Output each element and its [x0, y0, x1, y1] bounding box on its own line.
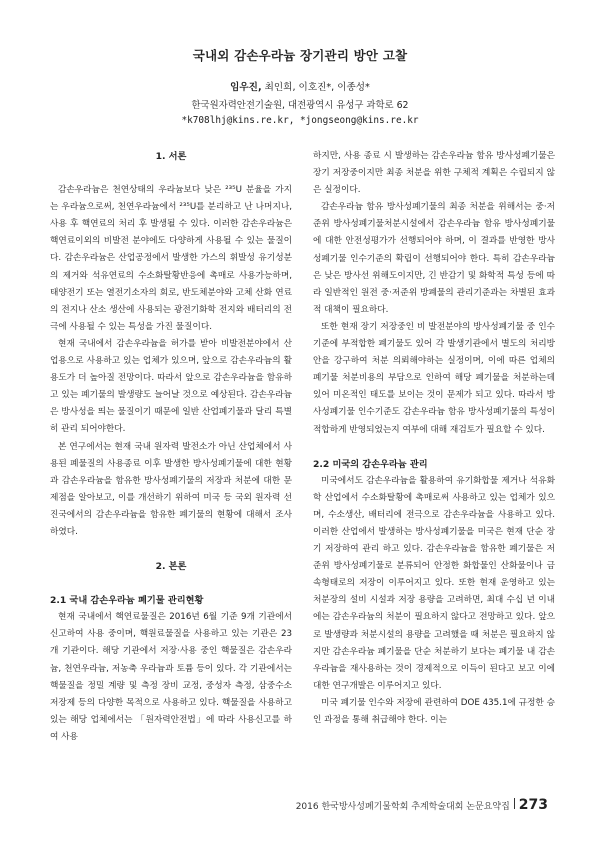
- right-paragraph-1: 하지만, 사용 종료 시 발생하는 감손우라늄 함유 방사성폐기물은 장기 저장중이지만 최종 처분을 위한 구체적 계획은 수립되지 않은 실정이다.: [313, 151, 555, 196]
- intro-paragraph-2: 현재 국내에서 감손우라늄을 허가를 받아 비발전분야에서 산업용으로 사용하고 있는 업체가 있으며, 앞으로 감손우라늄의 활용도가 더 높아질 전망이다. 따라서 앞으로 감손우라늄을 함유하고 있는 폐기물의 발생량도 늘어날 것으로 예상된다. 감손우라늄은 방사성을 띄는 물질이기 때문에 일반 산업폐기물과 달리 특별히 관리 되어야한다.: [50, 338, 292, 435]
- affiliation: 한국원자력안전기술원, 대전광역시 유성구 과학로 62: [191, 100, 409, 111]
- page-footer: [296, 797, 548, 813]
- subsection-heading-2-1: 2.1 국내 감손우라늄 폐기물 관리현황: [50, 595, 204, 607]
- section-2-1-paragraph: 현재 국내에서 핵연료물질은 2016년 6월 기준 9개 기관에서 신고하여 사용 중이며, 핵원료물질을 사용하고 있는 기관은 23개 기관이다. 해당 기관에서 저장·사용 중인 핵물질은 감손우라늄, 천연우라늄, 저농축 우라늄과 토륨 등이 있다. 각 기관에서는 핵물질을 정밀 계량 및 측정 장비 교정, 중성자 측정, 삼중수소 저장제 등의 다양한 목적으로 사용하고 있다. 핵물질을 사용하고 있는 해당 업체에서는 「원자력안전법」에 따라 사용신고를 하여 사용: [50, 612, 292, 742]
- paper-title: 국내외 감손우라늄 장기관리 방안 고찰: [192, 48, 408, 63]
- section-heading-body: 2. 본론: [155, 561, 187, 573]
- lead-author: 임우진,: [230, 82, 262, 93]
- section-heading-intro: 1. 서론: [155, 151, 187, 162]
- section-2-2-paragraph-2: 미국 폐기물 인수와 저장에 관련하여 DOE 435.1에 규정한 승인 과정을 통해 취급해야 한다. 이는: [313, 697, 555, 725]
- author-line: [0, 79, 600, 93]
- right-paragraph-2: 감손우라늄 함유 방사성폐기물의 최종 처분을 위해서는 중·저준위 방사성폐기물처분시설에서 감손우라늄 함유 방사성폐기물에 대한 안전성평가가 선행되어야 하며, 이 결과를 반영한 방사성폐기물 인수기준의 확립이 선행되어야 한다. 특히 감손우라늄은 낮은 방사선 위해도이지만, 긴 반감기 및 화학적 특성 등에 따라 일반적인 원전 중·저준위 방폐물의 관리기준과는 차별된 효과적 대책이 필요하다.: [313, 202, 555, 315]
- author-emails: *k708lhj@kins.re.kr, *jongseong@kins.re.kr: [181, 115, 419, 126]
- page-number: 273: [518, 797, 548, 813]
- left-column: [50, 148, 292, 746]
- subsection-heading-2-2: 2.2 미국의 감손우라늄 관리: [313, 458, 428, 470]
- right-paragraph-3: 또한 현재 장기 저장중인 비 발전분야의 방사성폐기물 중 인수기준에 부적합한 폐기물도 있어 각 발생기관에서 별도의 처리방안을 강구하여 처분 의뢰해야하는 실정이며, 이에 따른 업체의 폐기물 처분비용의 부담으로 인하여 해당 폐기물을 처분하는데 있어 미온적인 태도를 보이는 것이 문제가 되고 있다. 따라서 방사성폐기물 인수기준도 감손우라늄 함유 방사성폐기물의 특성이 적합하게 반영되었는지 여부에 대해 재검토가 필요할 수 있다.: [313, 321, 555, 435]
- footer-divider: [514, 798, 515, 809]
- intro-paragraph-1: 감손우라늄은 천연상태의 우라늄보다 낮은 ²³⁵U 분율을 가지는 우라늄으로써, 천연우라늄에서 ²³⁵U를 분리하고 난 나머지나, 사용 후 핵연료의 처리 후 발생될 수 있다. 이러한 감손우라늄은 핵연료이외의 비발전 분야에도 다양하게 사용될 수 있는 물질이다. 감손우라늄은 산업공정에서 발생한 가스의 휘발성 유기성분의 제거와 석유연료의 수소화탈황반응에 촉매로 사용가능하며, 태양전기 또는 열전기소자의 회로, 반도체분야와 고체 산화 연료의 전지나 산소 생산에 사용되는 광전기화학 전지와 배터리의 전극에 사용될 수 있는 특성을 가진 물질이다.: [50, 185, 292, 332]
- footer-proceedings-title: 2016 한국방사성폐기물학회 추계학술대회 논문요약집: [295, 802, 510, 812]
- section-2-2-paragraph-1: 미국에서도 감손우라늄을 활용하여 유기화합물 제거나 석유화학 산업에서 수소화탈황에 촉매로써 사용하고 있는 업체가 있으며, 수소생산, 배터리에 전극으로 감손우라늄을 사용하고 있다. 이러한 산업에서 발생하는 방사성폐기물을 미국은 현재 단순 장기 저장하여 관리 하고 있다. 감손우라늄을 함유한 폐기물은 저준위 방사성폐기물로 분류되어 안정한 화합물인 산화물이나 금속형태로의 저장이 이루어지고 있다. 또한 현재 운영하고 있는 처분장의 설비 시설과 저장 용량을 고려하면, 최대 수십 년 이내에는 감손우라늄의 처분이 필요하지 않다고 전망하고 있다. 앞으로 발생량과 처분시설의 용량을 고려했을 때 처분은 필요하지 않지만 감손우라늄 폐기물을 단순 처분하기 보다는 폐기물 내 감손우라늄을 재사용하는 것이 경제적으로 이득이 된다고 보고 이에 대한 연구개발은 이루어지고 있다.: [313, 475, 555, 691]
- intro-paragraph-3: 본 연구에서는 현재 국내 원자력 발전소가 아닌 산업체에서 사용된 폐물질의 사용종료 이후 발생한 방사성폐기물에 대한 현황과 감손우라늄을 함유한 방사성폐기물의 저장과 처분에 대한 문제점을 알아보고, 이를 개선하기 위하여 미국 등 국외 원자력 선진국에서의 감손우라늄을 함유한 폐기물의 현황에 대해서 조사하였다.: [50, 441, 292, 537]
- right-column: [313, 148, 555, 729]
- co-authors: 최인희, 이호진*, 이종성*: [261, 82, 370, 93]
